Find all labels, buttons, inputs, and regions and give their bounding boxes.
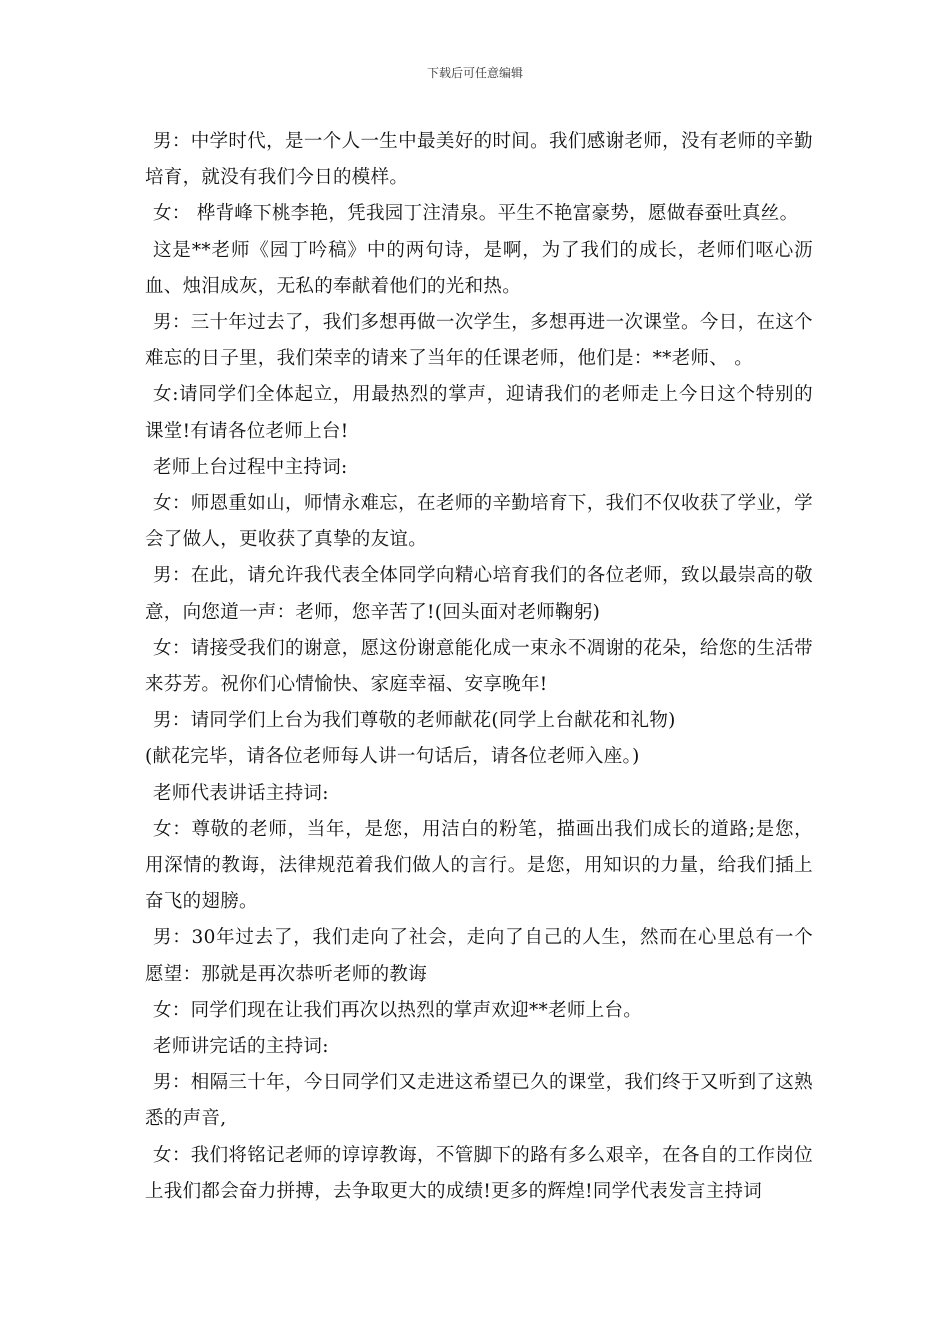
paragraph: 老师代表讲话主持词: — [153, 782, 329, 804]
paragraph: 男：中学时代，是一个人一生中最美好的时间。我们感谢老师，没有老师的辛勤培育，就没有我们今日的模样。 — [145, 131, 813, 189]
paragraph: 女：尊敬的老师，当年，是您，用洁白的粉笔，描画出我们成长的道路;是您，用深情的教诲，法律规范着我们做人的言行。是您，用知识的力量，给我们插上奋飞的翅膀。 — [145, 818, 813, 913]
paragraph: 女：同学们现在让我们再次以热烈的掌声欢迎**老师上台。 — [153, 999, 643, 1021]
paragraph: 女： 桦背峰下桃李艳，凭我园丁注清泉。平生不艳富豪势，愿做春蚕吐真丝。 — [153, 203, 799, 225]
page-header: 下载后可任意编辑 — [426, 66, 523, 80]
paragraph: 这是**老师《园丁吟稿》中的两句诗，是啊，为了我们的成长，老师们呕心沥血、烛泪成灰，无私的奉献着他们的光和热。 — [145, 239, 813, 297]
paragraph: (献花完毕，请各位老师每人讲一句话后，请各位老师入座。) — [145, 746, 640, 768]
paragraph: 女：请接受我们的谢意，愿这份谢意能化成一束永不凋谢的花朵，给您的生活带来芬芳。祝你们心情愉快、家庭幸福、安享晚年! — [145, 637, 813, 696]
paragraph: 女：师恩重如山，师情永难忘，在老师的辛勤培育下，我们不仅收获了学业，学会了做人，更收获了真挚的友谊。 — [145, 493, 813, 551]
paragraph: 男：请同学们上台为我们尊敬的老师献花(同学上台献花和礼物) — [153, 710, 676, 732]
paragraph: 女:请同学们全体起立，用最热烈的掌声，迎请我们的老师走上今日这个特别的课堂!有请各位老师上台! — [145, 384, 813, 442]
paragraph: 男：30年过去了，我们走向了社会，走向了自己的人生，然而在心里总有一个愿望：那就是再次恭听老师的教诲 — [145, 927, 813, 985]
paragraph: 老师上台过程中主持词: — [153, 456, 348, 478]
document-body — [145, 124, 813, 1210]
paragraph: 男：在此，请允许我代表全体同学向精心培育我们的各位老师，致以最崇高的敬意，向您道一声：老师，您辛苦了!(回头面对老师鞠躬) — [145, 565, 813, 623]
paragraph: 老师讲完话的主持词: — [153, 1036, 329, 1058]
paragraph: 女：我们将铭记老师的谆谆教诲，不管脚下的路有多么艰辛，在各自的工作岗位上我们都会奋力拼搏，去争取更大的成绩!更多的辉煌!同学代表发言主持词 — [145, 1144, 813, 1202]
paragraph: 男：相隔三十年，今日同学们又走进这希望已久的课堂，我们终于又听到了这熟悉的声音, — [145, 1072, 813, 1130]
paragraph: 男：三十年过去了，我们多想再做一次学生，多想再进一次课堂。今日，在这个难忘的日子里，我们荣幸的请来了当年的任课老师，他们是：**老师、 。 — [145, 312, 813, 370]
